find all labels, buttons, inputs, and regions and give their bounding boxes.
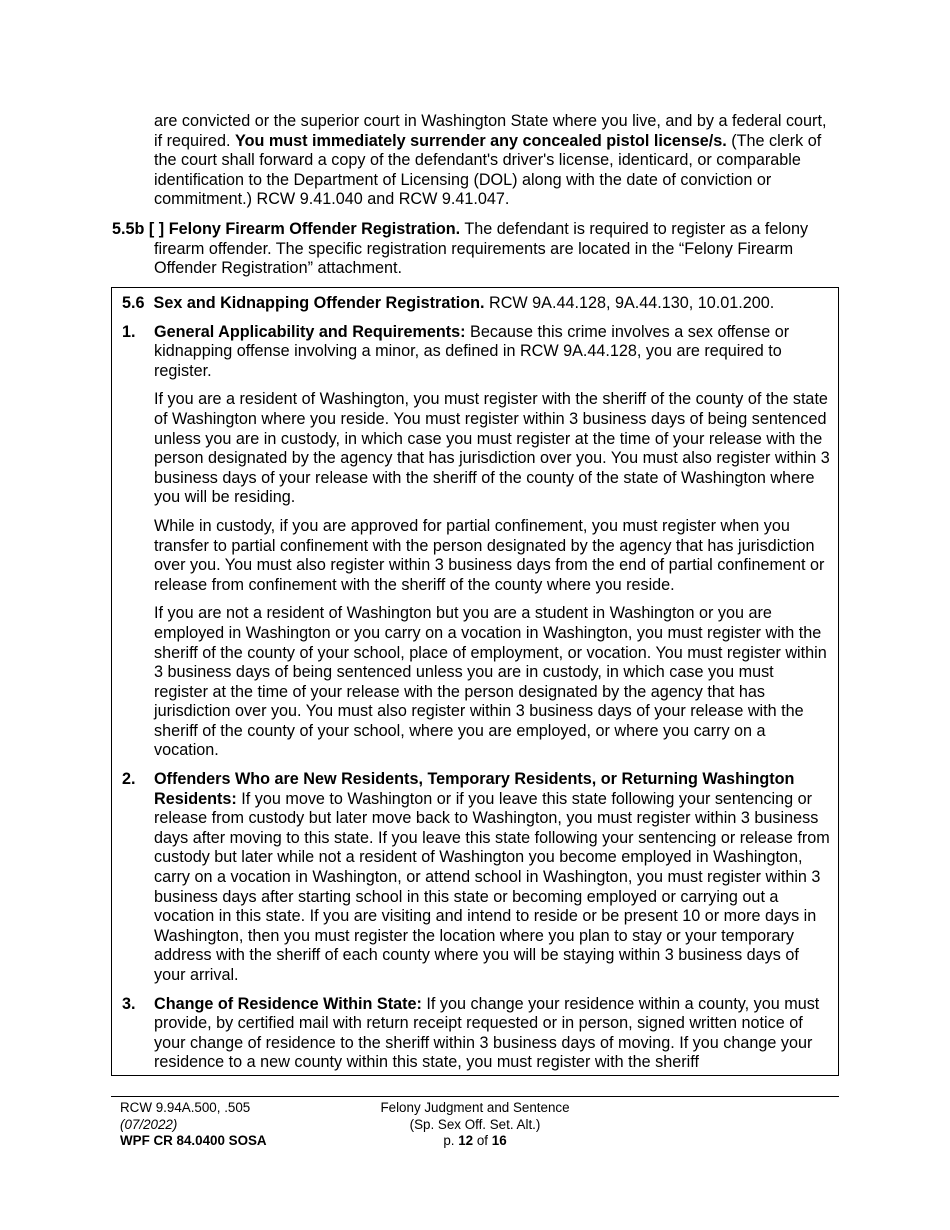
footer-date: (07/2022) [120,1116,178,1132]
footer-center-block [310,1100,640,1150]
section-5-6-box [111,287,839,1076]
intro-text-1: are convicted or the superior court in Washington State where you live, and by a federal court, if required. [154,112,827,150]
section-5-6-heading [122,294,830,314]
list-item-1-text: Because this crime involves a sex offense or kidnapping offense involving a minor, as defined in RCW 9A.44.128, you are required to register. [154,322,790,380]
list-item-1-number: 1. [122,322,136,341]
footer-page-total: 16 [491,1133,507,1148]
list-item-3-number: 3. [122,994,136,1013]
footer-left-block [120,1100,267,1150]
footer-rcw: RCW 9.94A.500, .505 [120,1100,251,1115]
footer-divider [111,1096,839,1097]
section-5-5b-number: 5.5b [112,220,145,238]
intro-bold-warning: You must immediately surrender any concealed pistol license/s. [234,131,727,150]
list-item-1 [122,323,830,382]
footer-page-current: 12 [458,1133,474,1148]
footer-page-of: of [473,1133,492,1148]
footer-title-line-1: Felony Judgment and Sentence [380,1100,570,1115]
section-5-5b-checkbox[interactable]: [ ] [148,220,165,238]
section-5-5b [112,220,834,279]
section-5-5b-title: Felony Firearm Offender Registration. [168,220,461,238]
footer-page-number [310,1133,640,1150]
intro-text-2: (The clerk of the court shall forward a copy of the defendant's driver's license, identicard, or comparable identification to the Department of Licensing (DOL) along with the date of conviction or commitment.) RCW 9.41.040 and RCW 9.41.047. [154,131,822,209]
section-5-6-title: Sex and Kidnapping Offender Registration. [153,294,485,312]
list-item-3-heading: Change of Residence Within State: [154,994,422,1013]
footer-page-prefix: p. [443,1133,459,1148]
section-5-5b-text: The defendant is required to register as a felony firearm offender. The specific registration requirements are located in the “Felony Firearm Offender Registration” attachment. [154,220,809,278]
list-item-2 [122,770,830,986]
list-item-3-text: If you change your residence within a county, you must provide, by certified mail with return receipt requested or in person, signed written notice of your change of residence to the sheriff within 3 business days of moving. If you change your residence to a new county within this state, you must register with the sheriff [154,994,820,1072]
list-item-2-text: If you move to Washington or if you leave this state following your sentencing or release from custody but later move back to Washington, you must register within 3 business days after moving to this state. If you leave this state following your sentencing or release from custody but later while not a resident of Washington you become employed in Washington, carry on a vocation in Washington, or attend school in Washington, you must register within 3 business days after starting school in this state or becoming employed or carrying out a vocation in this state. If you are visiting and intend to reside or be present 10 or more days in Washington, then you must register the location where you plan to stay or your temporary address with the sheriff of each county where you will be staying within 3 business days of your arrival. [154,789,830,984]
section-5-6-citation: RCW 9A.44.128, 9A.44.130, 10.01.200. [484,294,775,312]
list-item-3 [122,995,830,1073]
list-item-2-number: 2. [122,770,136,789]
list-item-2-heading: Offenders Who are New Residents, Temporary Residents, or Returning Washington Residents: [154,770,795,808]
footer-title-line-2: (Sp. Sex Off. Set. Alt.) [409,1116,541,1132]
item-1-paragraph-nonresident: If you are not a resident of Washington but you are a student in Washington or you are employed in Washington or you carry on a vocation in Washington, you must register with the sheriff of the county of your school, place of employment, or vocation. You must register within 3 business days of being sentenced unless you are in custody, in which case you must register at the time of your release with the person designated by the agency that has jurisdiction over you. You must also register within 3 business days of your release with the sheriff of the county of your school, where you are employed, or where you carry on a vocation. [154,604,827,760]
item-1-paragraph-custody: While in custody, if you are approved for partial confinement, you must register when you transfer to partial confinement with the person designated by the agency that has jurisdiction over you. You must also register within 3 business days from the end of partial confinement or release from confinement with the sheriff of the county where you reside. [154,516,825,594]
section-5-6-number: 5.6 [122,294,145,312]
footer-form-number: WPF CR 84.0400 SOSA [120,1133,267,1148]
list-item-1-heading: General Applicability and Requirements: [154,322,466,341]
intro-paragraph [154,112,834,210]
item-1-paragraph-resident: If you are a resident of Washington, you must register with the sheriff of the county of the state of Washington where you reside. You must register within 3 business days of being sentenced unless you are in custody, in which case you must register at the time of your release with the person designated by the agency that has jurisdiction over you. You must also register within 3 business days of your release with the sheriff of the county of the state of Washington where you will be residing. [154,390,830,507]
